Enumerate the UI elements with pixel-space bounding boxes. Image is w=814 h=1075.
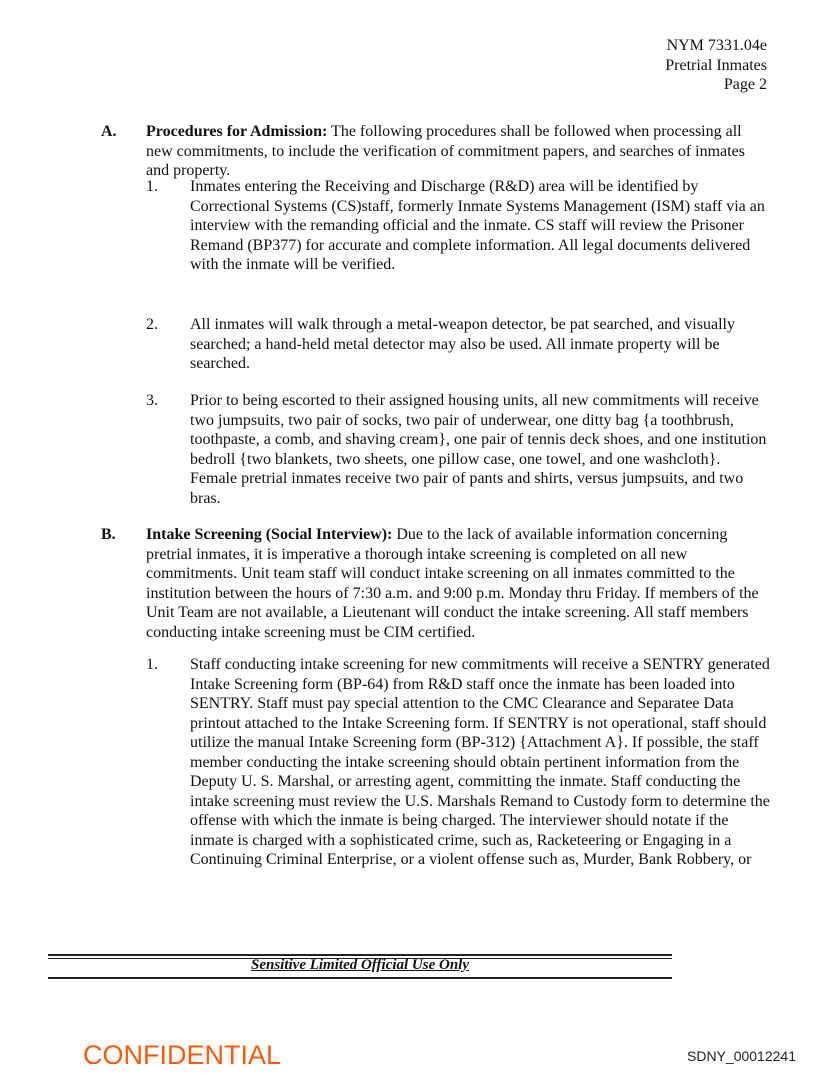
security-marking: Sensitive Limited Official Use Only	[250, 957, 470, 973]
list-item: Inmates entering the Receiving and Discharge (R&D) area will be identified by Correctional Systems (CS)staff, formerly Inmate Systems Management (ISM) staff via an interview with the remanding official and the inmate. CS staff will review the Prisoner Remand (BP377) for accurate and complete information. All legal documents delivered with the inmate will be verified.	[190, 178, 765, 273]
item-number: 1.	[146, 178, 158, 195]
footer-rule-top	[48, 954, 672, 956]
section-b-text: Due to the lack of available information concerning pretrial inmates, it is imperative a thorough intake screening is completed on all new commitments. Unit team staff will conduct intake screening on all inmates committed to the institution between the hours of 7:30 a.m. and 9:00 p.m. Monday thru Friday. If members of the Unit Team are not available, a Lieutenant will conduct the intake screening. All staff members conducting intake screening must be CIM certified.	[146, 526, 759, 641]
item-number: 3.	[146, 392, 158, 409]
item-number: 2.	[146, 316, 158, 333]
page-number: Page 2	[723, 76, 767, 93]
bates-number: SDNY_00012241	[687, 1048, 796, 1064]
section-b-intro	[146, 525, 796, 642]
section-b-label: B.	[101, 526, 116, 543]
section-a-intro	[146, 122, 776, 181]
section-a-text: The following procedures shall be followed when processing all new commitments, to include the verification of commitment papers, and searches of inmates and property.	[146, 123, 745, 179]
footer-rule-bottom	[48, 977, 672, 979]
document-title: Pretrial Inmates	[665, 56, 767, 74]
list-item: Staff conducting intake screening for new commitments will receive a SENTRY generated Intake Screening form (BP-64) from R&D staff once the inmate has been loaded into SENTRY. Staff must pay special attention to the CMC Clearance and Separatee Data printout attached to the Intake Screening form. If SENTRY is not operational, staff should utilize the manual Intake Screening form (BP-312) {Attachment A}. If possible, the staff member conducting the intake screening should obtain pertinent information from the Deputy U. S. Marshal, or arresting agent, committing the inmate. Staff conducting the intake screening must review the U.S. Marshals Remand to Custody form to determine the offense with which the inmate is being charged. The interviewer should notate if the inmate is charged with a sophisticated crime, such as, Racketeering or Engaging in a Continuing Criminal Enterprise, or a violent offense such as, Murder, Bank Robbery, or	[190, 656, 770, 868]
section-a-heading: Procedures for Admission:	[146, 123, 328, 140]
list-item: Prior to being escorted to their assigned housing units, all new commitments will receive two jumpsuits, two pair of socks, two pair of underwear, one ditty bag {a toothbrush, toothpaste, a comb, and shaving cream}, one pair of tennis deck shoes, and one institution bedroll {two blankets, two sheets, one pillow case, one towel, and one washcloth}. Female pretrial inmates receive two pair of pants and shirts, versus jumpsuits, and two bras.	[190, 392, 767, 507]
list-item: All inmates will walk through a metal-weapon detector, be pat searched, and visually searched; a hand-held metal detector may also be used. All inmate property will be searched.	[190, 316, 735, 372]
confidential-stamp: CONFIDENTIAL	[83, 1040, 282, 1070]
section-b-heading: Intake Screening (Social Interview):	[146, 526, 393, 543]
item-number: 1.	[146, 656, 158, 673]
document-number: NYM 7331.04e	[666, 37, 767, 54]
document-header	[665, 36, 767, 95]
section-a-label: A.	[101, 123, 117, 140]
